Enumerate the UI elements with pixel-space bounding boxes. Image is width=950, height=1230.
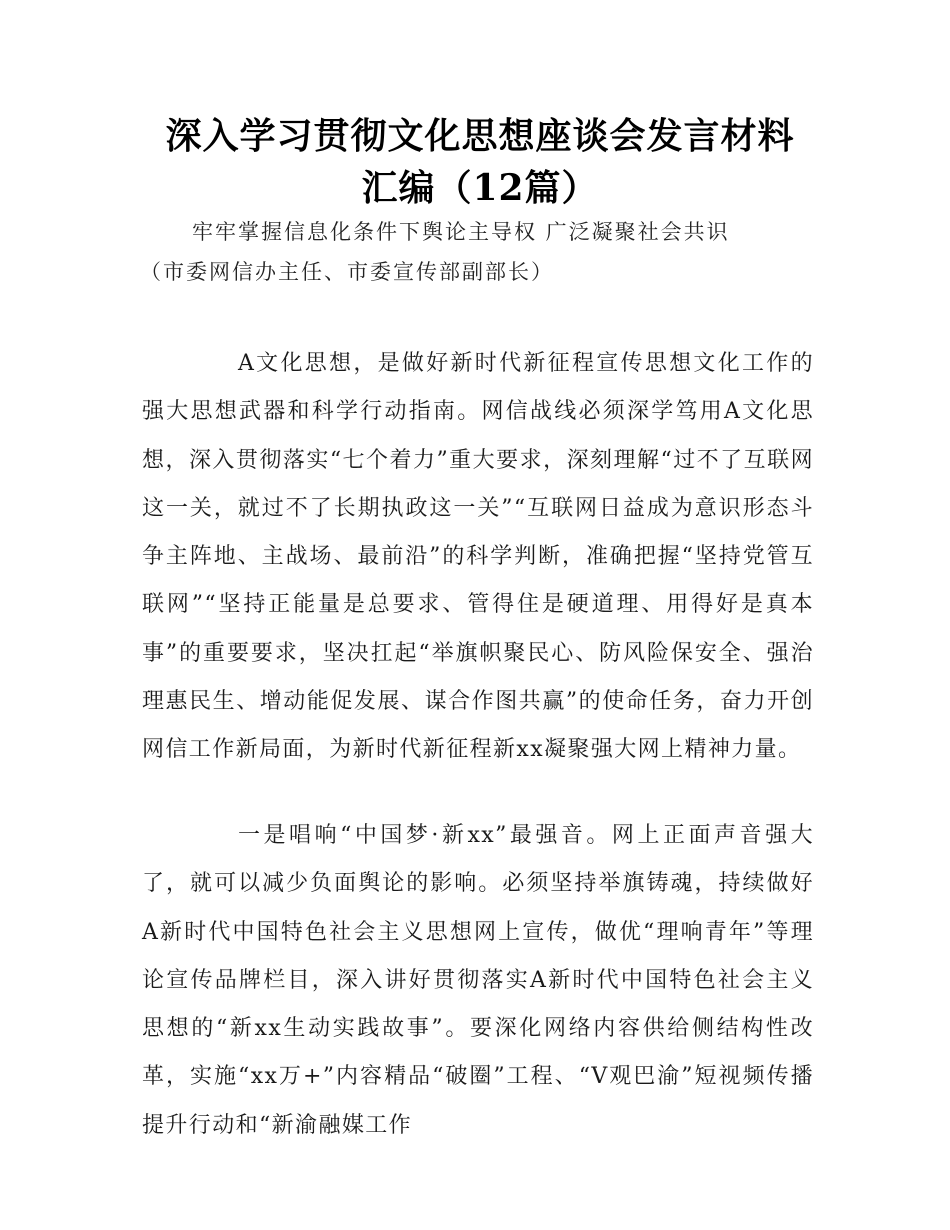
document-title: 深入学习贯彻文化思想座谈会发言材料汇编（12篇） xyxy=(165,115,795,209)
document-subtitle xyxy=(140,212,820,292)
body-paragraph-1: A文化思想，是做好新时代新征程宣传思想文化工作的强大思想武器和科学行动指南。网信战线必须深学笃用A文化思想，深入贯彻落实“七个着力”重大要求，深刻理解“过不了互联网这一关，就过不了长期执政这一关”“互联网日益成为意识形态斗争主阵地、主战场、最前沿”的科学判断，准确把握“坚持党管互联网”“坚持正能量是总要求、管得住是硬道理、用得好是真本事”的重要要求，坚决扛起“举旗帜聚民心、防风险保安全、强治理惠民生、增动能促发展、谋合作图共赢”的使命任务，奋力开创网信工作新局面，为新时代新征程新xx凝聚强大网上精神力量。 xyxy=(142,351,814,763)
body-paragraph-2: 一是唱响“中国梦·新xx”最强音。网上正面声音强大了，就可以减少负面舆论的影响。必须坚持举旗铸魂，持续做好A新时代中国特色社会主义思想网上宣传，做优“理响青年”等理论宣传品牌栏目，深入讲好贯彻落实A新时代中国特色社会主义思想的“新xx生动实践故事”。要深化网络内容供给侧结构性改革，实施“xx万+”内容精品“破圈”工程、“V观巴渝”短视频传播提升行动和“新渝融媒工作 xyxy=(142,823,814,1138)
subtitle-author-role: （市委网信办主任、市委宣传部副部长） xyxy=(140,260,554,284)
subtitle-heading: 牢牢掌握信息化条件下舆论主导权 广泛凝聚社会共识 xyxy=(192,220,730,244)
